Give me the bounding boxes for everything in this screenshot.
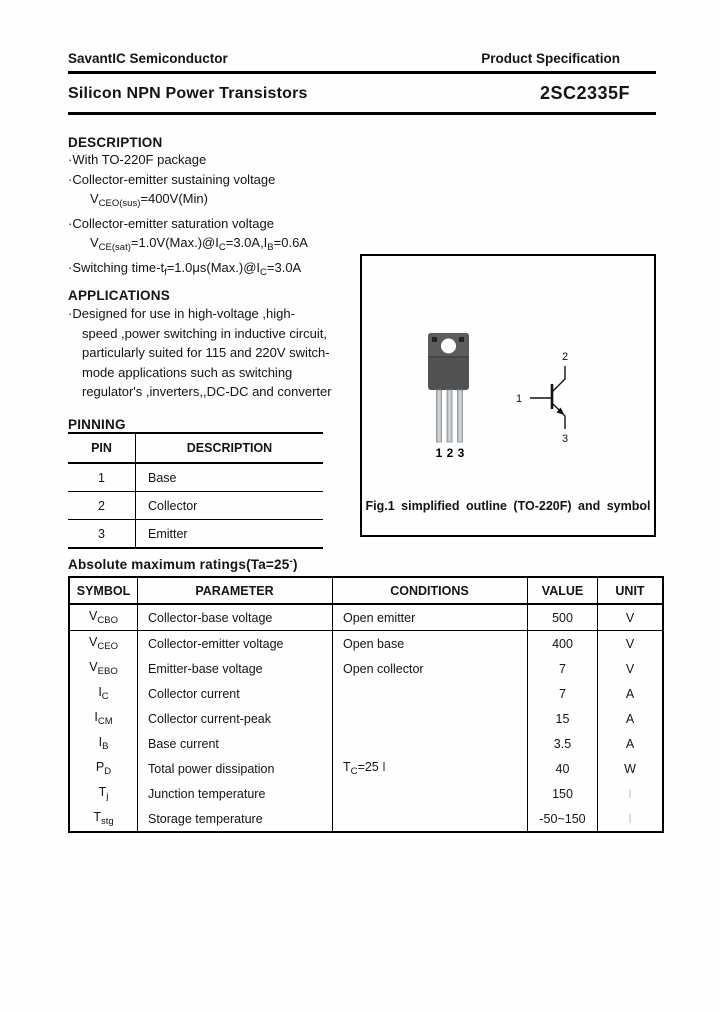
ratings-row xyxy=(69,604,663,631)
pin-description-cell: Base xyxy=(148,470,177,485)
pin-number-cell: 3 xyxy=(68,520,136,549)
symbol-cell: $I_C$ xyxy=(69,681,138,706)
description-line: ·With TO-220F package xyxy=(68,152,207,167)
description-line: ·Collector-emitter sustaining voltage xyxy=(68,171,276,187)
pin3-label: 3 xyxy=(457,446,465,460)
ratings-row xyxy=(69,731,663,756)
part-number: 2SC2335F xyxy=(539,83,630,103)
symbol-cell: $I_B$ xyxy=(69,731,138,756)
figure-caption: Fig.1 simplified outline (TO-220F) and symbol xyxy=(365,499,651,513)
symbol-cell: $V_{CEO}$ xyxy=(69,631,138,657)
ratings-row xyxy=(69,756,663,781)
header-rule-bottom xyxy=(68,112,656,115)
applications-text xyxy=(68,304,332,402)
unit-cell: I xyxy=(598,781,664,806)
symbol-cell: $P_D$ xyxy=(69,756,138,781)
pinning-table xyxy=(68,432,323,549)
conditions-cell xyxy=(333,681,528,706)
parameter-cell: Base current xyxy=(138,731,333,756)
pinning-table-body xyxy=(68,463,323,548)
document-type: Product Specification xyxy=(481,51,620,66)
conditions-cell: Open emitter xyxy=(333,604,528,631)
ratings-header-conditions: CONDITIONS xyxy=(333,577,528,604)
parameter-cell: Collector current xyxy=(138,681,333,706)
pinning-header-pin: PIN xyxy=(68,433,136,463)
ratings-heading: Absolute maximum ratings(Ta=25-) xyxy=(68,556,298,572)
header-rule-top xyxy=(68,71,656,74)
pin-number-cell: 1 xyxy=(68,463,136,492)
pinning-row xyxy=(68,463,323,492)
parameter-cell: Collector-base voltage xyxy=(138,604,333,631)
applications-line: regulator's ,inverters,,DC-DC and converter xyxy=(82,384,332,399)
ratings-row xyxy=(69,806,663,832)
pin-number-cell: 2 xyxy=(68,492,136,520)
ratings-header-unit: UNIT xyxy=(598,577,664,604)
value-cell: 3.5 xyxy=(528,731,598,756)
conditions-cell xyxy=(333,706,528,731)
description-line: ·Switching time-$t_f=1.0\mu s(Max.)@I_C=3.0A$ xyxy=(68,259,302,278)
description-line: ·Collector-emitter saturation voltage xyxy=(68,215,274,231)
applications-heading: APPLICATIONS xyxy=(68,288,170,303)
pinning-heading: PINNING xyxy=(68,417,126,432)
description-text xyxy=(68,150,308,282)
parameter-cell: Total power dissipation xyxy=(138,756,333,781)
ratings-header-row xyxy=(69,577,663,604)
description-line: $V_{CEO(sus)}=400V(Min)$ xyxy=(90,191,208,209)
ratings-row xyxy=(69,631,663,657)
symbol-cell: $T_j$ xyxy=(69,781,138,806)
pinning-header-description: DESCRIPTION xyxy=(136,433,324,463)
package-leads xyxy=(437,390,463,442)
unit-cell: A xyxy=(598,706,664,731)
value-cell: 7 xyxy=(528,681,598,706)
pin-description-cell: Emitter xyxy=(136,520,324,549)
unit-cell: I xyxy=(598,806,664,832)
applications-line: ·Designed for use in high-voltage ,high- xyxy=(68,306,295,321)
conditions-cell: Open base xyxy=(333,631,528,657)
value-cell: 7 xyxy=(528,656,598,681)
ratings-row xyxy=(69,656,663,681)
ratings-row xyxy=(69,681,663,706)
unit-cell: V xyxy=(598,604,664,631)
conditions-cell xyxy=(333,806,528,832)
unit-cell: V xyxy=(598,656,664,681)
conditions-cell: Open collector xyxy=(333,656,528,681)
pinning-row xyxy=(68,492,323,520)
parameter-cell: Emitter-base voltage xyxy=(138,656,333,681)
value-cell: 150 xyxy=(528,781,598,806)
description-line: $V_{CE(sat)}=1.0V(Max.)@I_C=3.0A,I_B=0.6A$ xyxy=(90,235,308,253)
symbol-collector-label: 2 xyxy=(561,351,569,363)
unit-cell: V xyxy=(598,631,664,657)
mounting-hole xyxy=(441,339,456,354)
applications-line: particularly suited for 115 and 220V switch- xyxy=(82,345,330,360)
symbol-cell: $V_{CBO}$ xyxy=(69,604,138,631)
value-cell: 40 xyxy=(528,756,598,781)
symbol-cell: $T_{stg}$ xyxy=(69,806,138,832)
value-cell: 500 xyxy=(528,604,598,631)
unit-cell: W xyxy=(598,756,664,781)
package-pin-numbers xyxy=(436,446,465,460)
pin1-label: 1 xyxy=(435,446,443,460)
ratings-table-body xyxy=(69,604,663,832)
conditions-cell xyxy=(333,731,528,756)
ratings-table xyxy=(68,576,664,833)
symbol-emitter-label: 3 xyxy=(561,433,569,445)
value-cell: 400 xyxy=(528,631,598,657)
page-title: Silicon NPN Power Transistors xyxy=(68,85,308,102)
pinning-row xyxy=(68,520,323,549)
applications-line: mode applications such as switching xyxy=(82,364,293,380)
applications-line: speed ,power switching in inductive circuit, xyxy=(82,325,327,341)
figure-box xyxy=(360,254,656,537)
vendor-name: SavantIC Semiconductor xyxy=(68,51,228,66)
pin2-label: 2 xyxy=(446,446,454,460)
value-cell: 15 xyxy=(528,706,598,731)
pin-description-cell: Collector xyxy=(136,492,324,520)
figure-drawing xyxy=(362,256,654,535)
parameter-cell: Junction temperature xyxy=(138,781,333,806)
npn-transistor-symbol xyxy=(530,366,565,429)
parameter-cell: Collector-emitter voltage xyxy=(138,631,333,657)
ratings-header-parameter: PARAMETER xyxy=(138,577,333,604)
parameter-cell: Collector current-peak xyxy=(138,706,333,731)
conditions-cell: $T_C=25$ I xyxy=(333,756,528,781)
symbol-cell: $V_{EBO}$ xyxy=(69,656,138,681)
pinning-header-row xyxy=(68,433,323,463)
conditions-cell xyxy=(333,781,528,806)
symbol-cell: $I_{CM}$ xyxy=(69,706,138,731)
symbol-base-label: 1 xyxy=(515,393,523,405)
package-outline-drawing xyxy=(428,333,469,460)
parameter-cell: Storage temperature xyxy=(138,806,333,832)
ratings-header-symbol: SYMBOL xyxy=(69,577,138,604)
value-cell: -50~150 xyxy=(528,806,598,832)
unit-cell: A xyxy=(598,731,664,756)
ratings-header-value: VALUE xyxy=(528,577,598,604)
unit-cell: A xyxy=(598,681,664,706)
description-heading: DESCRIPTION xyxy=(68,135,163,150)
ratings-row xyxy=(69,781,663,806)
ratings-row xyxy=(69,706,663,731)
